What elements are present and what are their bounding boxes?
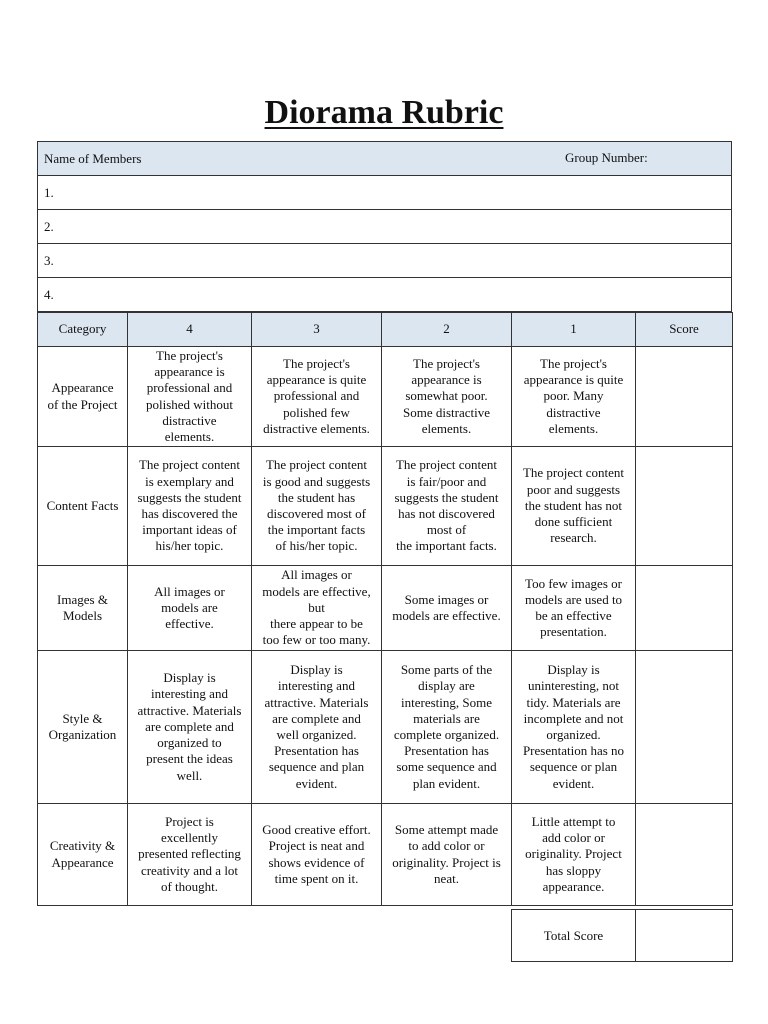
level-3-cell: Good creative effort. Project is neat and shows evidence of time spent on it.	[252, 804, 382, 906]
header-score: Score	[636, 313, 733, 347]
name-of-members-label: Name of Members	[44, 150, 142, 166]
level-3-cell: All images or models are effective, but there appear to be too few or too many.	[252, 566, 382, 651]
member-field-4[interactable]: 4.	[38, 278, 732, 312]
rubric-row-images-models	[38, 566, 733, 651]
level-4-cell: The project's appearance is professional and polished without distractive elements.	[128, 347, 252, 447]
rubric-row-content-facts	[38, 447, 733, 566]
header-level-2: 2	[382, 313, 512, 347]
rubric-row-appearance	[38, 347, 733, 447]
level-3-cell: The project's appearance is quite professional and polished few distractive elements.	[252, 347, 382, 447]
score-cell[interactable]	[636, 566, 733, 651]
score-cell[interactable]	[636, 447, 733, 566]
level-4-cell: Display is interesting and attractive. Materials are complete and organized to present the ideas well.	[128, 651, 252, 804]
level-4-cell: Project is excellently presented reflecting creativity and a lot of thought.	[128, 804, 252, 906]
member-row	[38, 278, 732, 312]
member-row	[38, 176, 732, 210]
rubric-table	[37, 312, 733, 906]
level-1-cell: Display is uninteresting, not tidy. Materials are incomplete and not organized. Presentation has no sequence or plan evident.	[512, 651, 636, 804]
group-number-label: Group Number:	[565, 150, 648, 165]
total-score-label: Total Score	[512, 910, 636, 962]
header-category: Category	[38, 313, 128, 347]
score-cell[interactable]	[636, 804, 733, 906]
level-1-cell: The project's appearance is quite poor. Many distractive elements.	[512, 347, 636, 447]
members-table	[37, 141, 732, 312]
level-1-cell: Too few images or models are used to be an effective presentation.	[512, 566, 636, 651]
member-row	[38, 244, 732, 278]
level-3-cell: Display is interesting and attractive. Materials are complete and well organized. Presentation has sequence and plan evident.	[252, 651, 382, 804]
level-2-cell: Some attempt made to add color or originality. Project is neat.	[382, 804, 512, 906]
rubric-header-row	[38, 313, 733, 347]
page-title-text: Diorama Rubric	[264, 94, 504, 131]
category-cell: Creativity & Appearance	[38, 804, 128, 906]
category-cell: Content Facts	[38, 447, 128, 566]
header-level-3: 3	[252, 313, 382, 347]
member-field-3[interactable]: 3.	[38, 244, 732, 278]
page-title	[0, 93, 768, 133]
member-row	[38, 210, 732, 244]
level-4-cell: All images or models are effective.	[128, 566, 252, 651]
level-1-cell: The project content poor and suggests the student has not done sufficient research.	[512, 447, 636, 566]
level-2-cell: The project content is fair/poor and suggests the student has not discovered most of the important facts.	[382, 447, 512, 566]
category-cell: Appearance of the Project	[38, 347, 128, 447]
member-field-2[interactable]: 2.	[38, 210, 732, 244]
level-4-cell: The project content is exemplary and suggests the student has discovered the important ideas of his/her topic.	[128, 447, 252, 566]
level-2-cell: Some images or models are effective.	[382, 566, 512, 651]
rubric-row-creativity-appearance	[38, 804, 733, 906]
total-score-row	[512, 910, 733, 962]
header-level-4: 4	[128, 313, 252, 347]
members-header-cell	[38, 142, 732, 176]
category-cell: Images & Models	[38, 566, 128, 651]
score-cell[interactable]	[636, 347, 733, 447]
header-level-1: 1	[512, 313, 636, 347]
total-score-value[interactable]	[636, 910, 733, 962]
members-header-row	[38, 142, 732, 176]
level-2-cell: The project's appearance is somewhat poor. Some distractive elements.	[382, 347, 512, 447]
score-cell[interactable]	[636, 651, 733, 804]
total-score-table	[511, 909, 733, 962]
level-3-cell: The project content is good and suggests the student has discovered most of the important facts of his/her topic.	[252, 447, 382, 566]
category-cell: Style & Organization	[38, 651, 128, 804]
rubric-row-style-organization	[38, 651, 733, 804]
level-1-cell: Little attempt to add color or originality. Project has sloppy appearance.	[512, 804, 636, 906]
member-field-1[interactable]: 1.	[38, 176, 732, 210]
level-2-cell: Some parts of the display are interesting, Some materials are complete organized. Presentation has some sequence and plan evident.	[382, 651, 512, 804]
